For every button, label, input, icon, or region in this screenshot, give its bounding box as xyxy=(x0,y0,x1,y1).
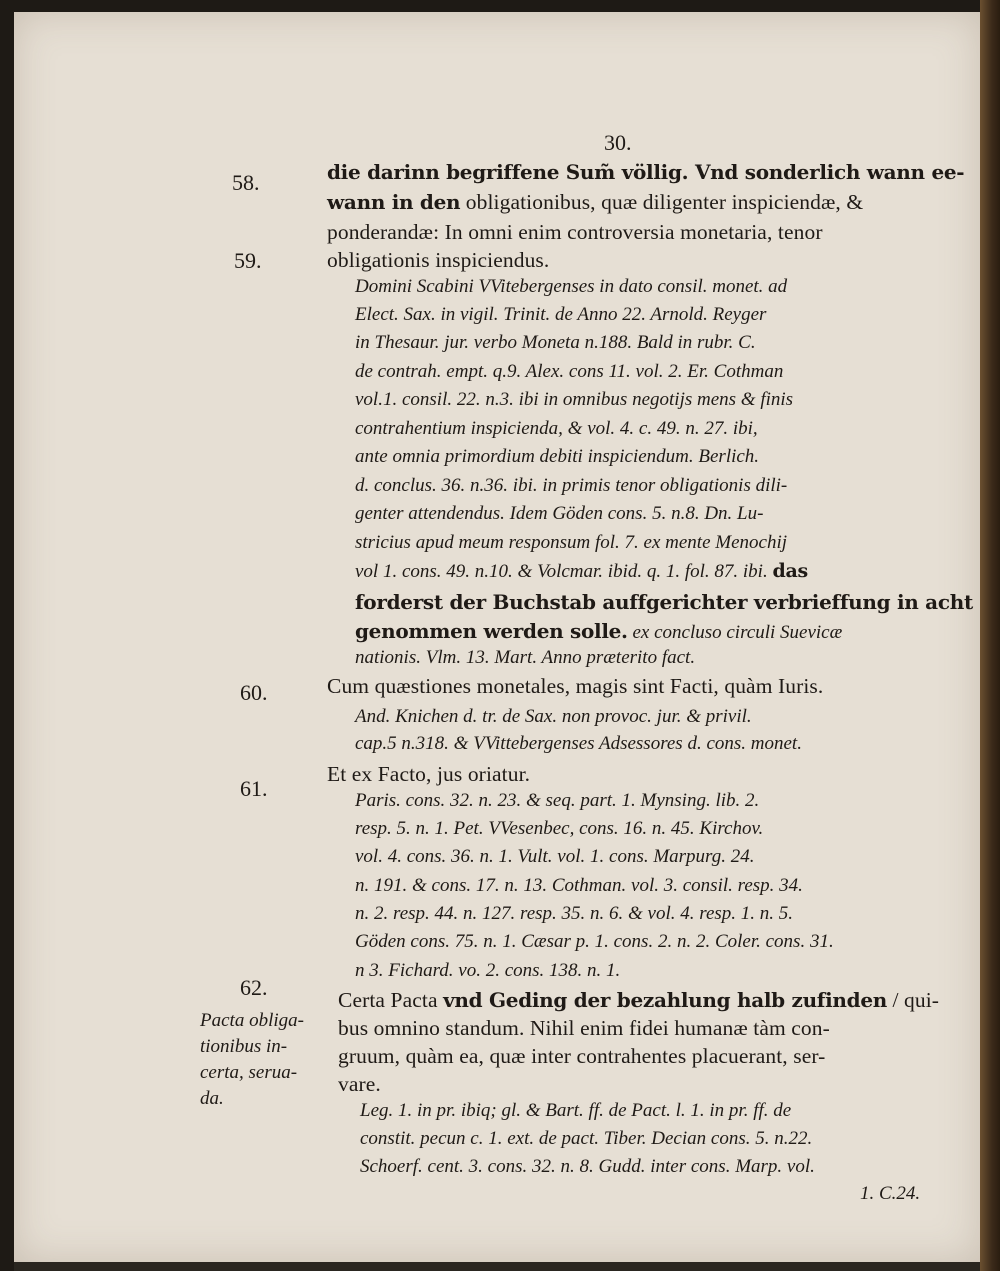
text-line: genter attendendus. Idem Göden cons. 5. n.8. Dn. Lu- xyxy=(355,503,764,524)
book-left-edge xyxy=(0,0,14,1271)
text-run: wann in den xyxy=(327,190,461,214)
text-run: Certa Pacta xyxy=(338,988,444,1012)
text-line: forderst der Buchstab auffgerichter verbrieffung in acht xyxy=(355,590,973,614)
margin-number-60: 60. xyxy=(240,680,268,705)
text-line: vol. 4. cons. 36. n. 1. Vult. vol. 1. cons. Marpurg. 24. xyxy=(355,846,755,867)
text-line: nationis. Vlm. 13. Mart. Anno præterito fact. xyxy=(355,647,696,668)
text-line xyxy=(355,560,808,583)
text-line: n 3. Fichard. vo. 2. cons. 138. n. 1. xyxy=(355,960,621,981)
text-line: constit. pecun c. 1. ext. de pact. Tiber. Decian cons. 5. n.22. xyxy=(360,1128,813,1149)
text-run: / qui- xyxy=(887,988,940,1012)
sidenote-line: tionibus in- xyxy=(200,1036,288,1057)
text-line: in Thesaur. jur. verbo Moneta n.188. Bald in rubr. C. xyxy=(355,332,756,353)
sidenote-line: certa, serua- xyxy=(200,1062,298,1083)
margin-number-58: 58. xyxy=(232,170,260,195)
text-line: Göden cons. 75. n. 1. Cæsar p. 1. cons. 2. n. 2. Coler. cons. 31. xyxy=(355,931,834,952)
margin-number-62: 62. xyxy=(240,975,268,1000)
text-run: vol 1. cons. 49. n.10. & Volcmar. ibid. q. 1. fol. 87. ibi. xyxy=(355,561,773,582)
sidenote-line: Pacta obliga- xyxy=(200,1010,304,1031)
text-run: vnd Geding der bezahlung halb zufinden xyxy=(443,988,888,1012)
text-line: Paris. cons. 32. n. 23. & seq. part. 1. Mynsing. lib. 2. xyxy=(355,790,760,811)
text-line: And. Knichen d. tr. de Sax. non provoc. jur. & privil. xyxy=(355,706,752,727)
text-line: gruum, quàm ea, quæ inter contrahentes placuerant, ser- xyxy=(338,1044,826,1068)
text-line: de contrah. empt. q.9. Alex. cons 11. vol. 2. Er. Cothman xyxy=(355,361,784,382)
text-line: cap.5 n.318. & VVittebergenses Adsessores d. cons. monet. xyxy=(355,733,802,754)
text-line: bus omnino standum. Nihil enim fidei humanæ tàm con- xyxy=(338,1016,830,1040)
text-line: 1. C.24. xyxy=(860,1183,921,1204)
margin-number-61: 61. xyxy=(240,776,268,801)
text-line: contrahentium inspicienda, & vol. 4. c. 49. n. 27. ibi, xyxy=(355,418,758,439)
text-line xyxy=(327,190,863,215)
text-line: ponderandæ: In omni enim controversia monetaria, tenor xyxy=(327,220,823,244)
text-line: resp. 5. n. 1. Pet. VVesenbec, cons. 16. n. 45. Kirchov. xyxy=(355,818,764,839)
text-line xyxy=(338,988,939,1013)
text-line xyxy=(355,619,842,644)
text-line: d. conclus. 36. n.36. ibi. in primis tenor obligationis dili- xyxy=(355,475,788,496)
text-line: n. 2. resp. 44. n. 127. resp. 35. n. 6. & vol. 4. resp. 1. n. 5. xyxy=(355,903,794,924)
text-line: Elect. Sax. in vigil. Trinit. de Anno 22. Arnold. Reyger xyxy=(355,304,767,325)
text-line: n. 191. & cons. 17. n. 13. Cothman. vol. 3. consil. resp. 34. xyxy=(355,875,803,896)
book-binding-edge xyxy=(980,0,1000,1271)
text-line: obligationis inspiciendus. xyxy=(327,248,550,272)
text-line: vare. xyxy=(338,1072,381,1096)
text-run: obligationibus, quæ diligenter inspiciendæ, & xyxy=(460,190,864,214)
text-line: stricius apud meum responsum fol. 7. ex mente Menochij xyxy=(355,532,787,553)
margin-number-59: 59. xyxy=(234,248,262,273)
text-line: Leg. 1. in pr. ibiq; gl. & Bart. ff. de Pact. l. 1. in pr. ff. de xyxy=(360,1100,792,1121)
page-number: 30. xyxy=(604,130,632,155)
book-top-edge xyxy=(0,0,1000,12)
text-run: ex concluso circuli Suevicæ xyxy=(627,622,843,643)
text-run: genommen werden solle. xyxy=(355,619,628,643)
text-line: ante omnia primordium debiti inspiciendum. Berlich. xyxy=(355,446,760,467)
text-line: Cum quæstiones monetales, magis sint Facti, quàm Iuris. xyxy=(327,674,824,698)
sidenote-line: da. xyxy=(200,1088,224,1109)
text-line: die darinn begriffene Sum̃ völlig. Vnd sonderlich wann ee- xyxy=(327,160,965,184)
text-run: das xyxy=(772,560,808,582)
text-line: vol.1. consil. 22. n.3. ibi in omnibus negotijs mens & finis xyxy=(355,389,794,410)
text-line: Schoerf. cent. 3. cons. 32. n. 8. Gudd. inter cons. Marp. vol. xyxy=(360,1156,815,1177)
text-line: Domini Scabini VVitebergenses in dato consil. monet. ad xyxy=(355,276,788,297)
text-line: Et ex Facto, jus oriatur. xyxy=(327,762,531,786)
